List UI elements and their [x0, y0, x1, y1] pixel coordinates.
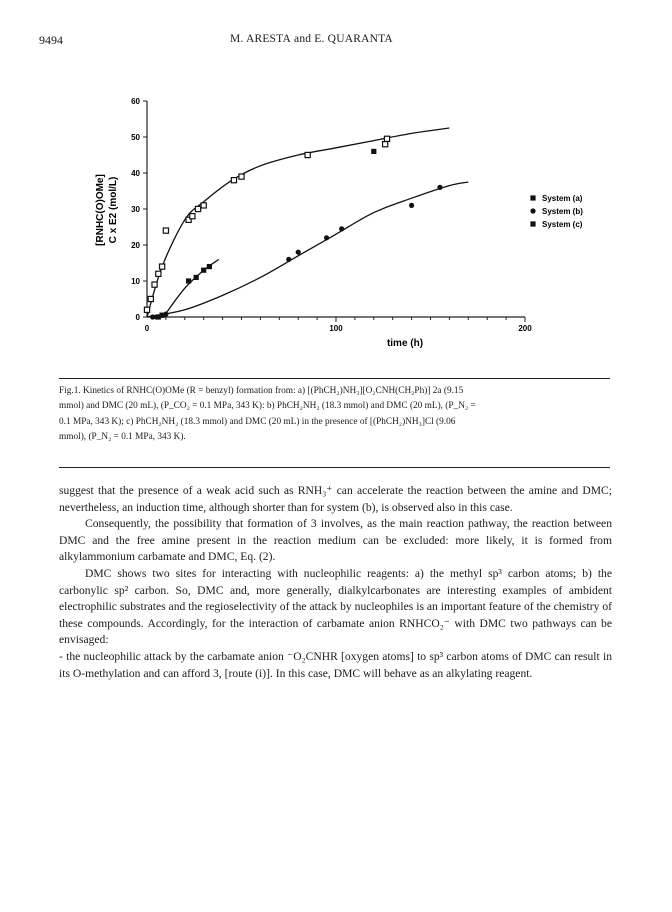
data-point-system-a — [384, 136, 389, 141]
legend-label: System (b) — [542, 207, 583, 216]
y-tick-label: 10 — [131, 277, 140, 286]
data-point-system-a — [163, 228, 168, 233]
paragraph: Consequently, the possibility that formation of 3 involves, as the main reaction pathway, the reaction between DMC and the free amine present in the reaction medium can be excluded: more likely, it is formed from alkylammonium carbamate and DMC, Eq. (2). — [59, 517, 612, 564]
data-point-system-b — [339, 226, 344, 231]
data-point-system-b — [409, 203, 414, 208]
data-point-system-c — [186, 278, 191, 283]
data-point-system-a — [195, 206, 200, 211]
x-axis-label: time (h) — [386, 338, 424, 349]
running-header: M. ARESTA and E. QUARANTA — [230, 33, 393, 45]
paragraph: suggest that the presence of a weak acid such as RNH₃⁺ can accelerate the reaction between the amine and DMC; nevertheless, an induction time, although shorter than for system (b), is observed also in this case. — [59, 484, 612, 514]
y-axis-label-line1: [RNHC(O)OMe] — [95, 174, 106, 246]
data-point-system-a — [239, 174, 244, 179]
caption-line: mmol) and DMC (20 mL), (P_CO₂ = 0.1 MPa, 343 K): b) PhCH₂NH₂ (18.3 mmol) and DMC (20 mL), (P_N₂ = — [59, 401, 476, 412]
data-point-system-a — [201, 203, 206, 208]
caption-line: mmol), (P_N₂ = 0.1 MPa, 343 K). — [59, 432, 186, 443]
kinetics-chart — [0, 0, 672, 370]
y-tick-label: 30 — [131, 205, 140, 214]
data-point-system-a — [160, 264, 165, 269]
caption-line: 0.1 MPa, 343 K); c) PhCH₂NH₂ (18.3 mmol) and DMC (20 mL) in the presence of [(PhCH₂)NH₃]Cl (9.06 — [59, 416, 456, 427]
fit-curve-system-a — [147, 128, 449, 317]
legend-label: System (a) — [542, 194, 583, 203]
data-point-system-b — [437, 185, 442, 190]
data-point-system-a — [231, 178, 236, 183]
caption-bottom-rule — [59, 467, 610, 468]
legend-marker — [530, 195, 535, 200]
body-text — [59, 483, 612, 682]
data-point-system-a — [152, 282, 157, 287]
y-tick-label: 40 — [131, 169, 140, 178]
figure-caption — [59, 384, 612, 446]
y-tick-label: 60 — [131, 97, 140, 106]
data-point-system-c — [194, 275, 199, 280]
caption-line: Fig.1. Kinetics of RNHC(O)OMe (R = benzyl) formation from: a) [(PhCH₂)NH₃][O₂CNH(CH₂Ph)] 2a (9.15 — [59, 386, 464, 396]
data-point-system-a — [305, 152, 310, 157]
data-point-system-c — [371, 149, 376, 154]
data-point-system-a — [156, 271, 161, 276]
x-tick-label: 100 — [329, 324, 343, 333]
data-point-system-a — [190, 214, 195, 219]
data-point-system-b — [296, 250, 301, 255]
y-tick-label: 20 — [131, 241, 140, 250]
data-point-system-a — [148, 296, 153, 301]
data-point-system-c — [201, 268, 206, 273]
fit-curve-system-b — [147, 182, 468, 317]
data-point-system-c — [207, 264, 212, 269]
data-point-system-a — [144, 307, 149, 312]
data-point-system-b — [286, 257, 291, 262]
legend-marker — [530, 208, 535, 213]
legend-label: System (c) — [542, 220, 583, 229]
data-point-system-c — [160, 313, 165, 318]
y-axis-label-line2: C x E2 (mol/L) — [108, 176, 119, 244]
y-tick-label: 50 — [131, 133, 140, 142]
x-tick-label: 200 — [518, 324, 532, 333]
x-tick-label: 0 — [144, 324, 150, 333]
paragraph: DMC shows two sites for interacting with nucleophilic reagents: a) the methyl sp³ carbon atoms; b) the carbonylic sp² carbon. So, DMC and, more generally, dialkylcarbonates are interesting examples of ambident electrophilic substrates and the regioselectivity of the attack by nucleophiles is an important feature of the chemistry of these compounds. Accordingly, for the interaction of carbamate anion RNHCO₂⁻ with DMC two pathways can be envisaged: — [59, 566, 612, 647]
data-point-system-b — [324, 235, 329, 240]
legend-marker — [530, 221, 535, 226]
y-tick-label: 0 — [135, 313, 140, 322]
page-number: 9494 — [39, 33, 63, 47]
caption-top-rule — [59, 378, 610, 379]
paragraph: - the nucleophilic attack by the carbamate anion ⁻O₂CNHR [oxygen atoms] to sp³ carbon atoms of DMC can result in its O-methylation and can afford 3, [route (i)]. In this case, DMC will behave as an alkylating reagent. — [59, 649, 612, 680]
data-point-system-a — [383, 142, 388, 147]
